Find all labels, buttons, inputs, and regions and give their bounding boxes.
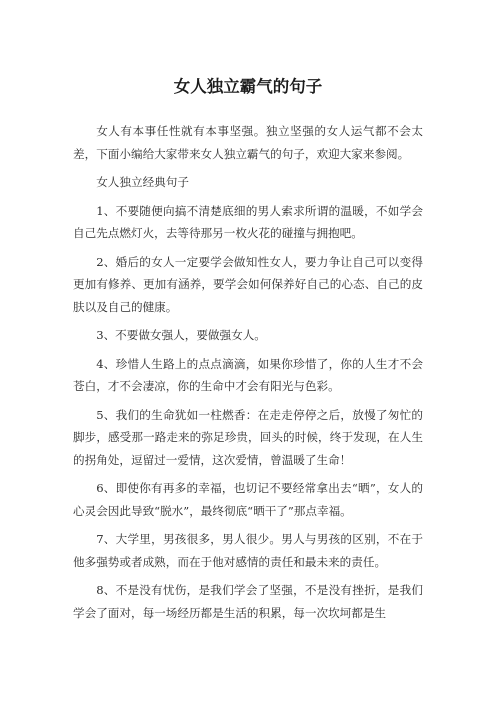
- quote-paragraph: 1、不要随便向搞不清楚底细的男人索求所谓的温暖，不如学会自己先点燃灯火，去等待那另一枚火花的碰撞与拥抱吧。: [73, 203, 423, 240]
- quote-paragraph: 5、我们的生命犹如一柱燃香：在走走停停之后，放慢了匆忙的脚步，感受那一路走来的弥足珍贵，回头的时候，终于发现，在人生的拐角处，逗留过一爱情，这次爱情，曾温暖了生命！: [73, 407, 423, 467]
- quote-paragraph: 7、大学里，男孩很多，男人很少。男人与男孩的区别，不在于他多强势或者成熟，而在于他对感情的责任和最未来的责任。: [73, 532, 423, 569]
- section-heading: 女人独立经典句子: [96, 175, 189, 189]
- intro-paragraph: 女人有本事任性就有本事坚强。独立坚强的女人运气都不会太差，下面小编给大家带来女人独立霸气的句子，欢迎大家来参阅。: [73, 124, 423, 161]
- document-title: 女人独立霸气的句子: [173, 77, 323, 96]
- quote-paragraph: 2、婚后的女人一定要学会做知性女人，要力争让自己可以变得更加有修养、更加有涵养，要学会如何保养好自己的心态、自己的皮肤以及自己的健康。: [73, 254, 423, 314]
- quote-paragraph: 6、即使你有再多的幸福，也切记不要经常拿出去“晒”，女人的心灵会因此导致“脱水”，最终彻底“晒干了”那点幸福。: [73, 481, 423, 518]
- quote-paragraph: 8、不是没有忧伤，是我们学会了坚强，不是没有挫折，是我们学会了面对，每一场经历都是生活的积累，每一次坎坷都是生: [73, 583, 423, 620]
- quote-paragraph: 3、不要做女强人，要做强女人。: [96, 328, 266, 342]
- quote-paragraph: 4、珍惜人生路上的点点滴滴，如果你珍惜了，你的人生才不会苍白，才不会凄凉，你的生命中才会有阳光与色彩。: [73, 356, 423, 393]
